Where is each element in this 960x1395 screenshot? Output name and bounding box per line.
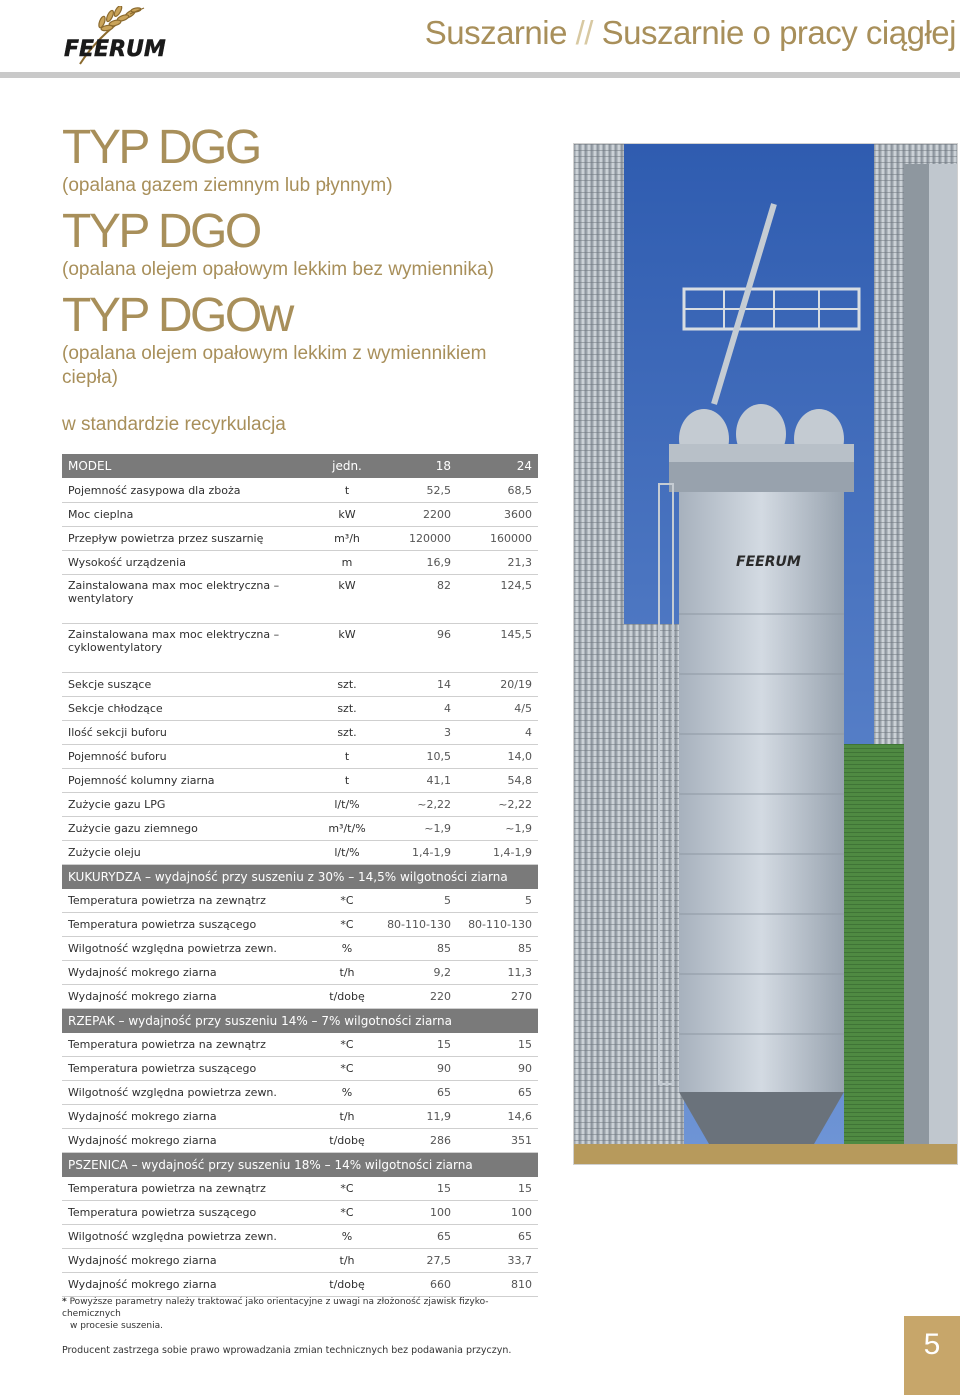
model-18-cell: 65: [375, 1081, 457, 1105]
unit-cell: t/dobę: [319, 1129, 375, 1153]
type-name: TYP DGO: [62, 205, 260, 258]
model-18-cell: 82: [375, 575, 457, 624]
model-24-cell: 33,7: [457, 1249, 538, 1273]
parameter-name-cell: Temperatura powietrza suszącego: [62, 1201, 319, 1225]
parameter-name-cell: Sekcje suszące: [62, 673, 319, 697]
model-18-cell: 15: [375, 1177, 457, 1201]
model-18-cell: 16,9: [375, 551, 457, 575]
model-24-cell: 4/5: [457, 697, 538, 721]
parameter-name-cell: Zużycie gazu LPG: [62, 793, 319, 817]
section-title: KUKURYDZA – wydajność przy suszeniu z 30% – 14,5% wilgotności ziarna: [62, 865, 538, 890]
model-18-cell: 286: [375, 1129, 457, 1153]
table-section-header: [62, 1009, 538, 1034]
unit-cell: t/h: [319, 961, 375, 985]
parameter-name-cell: Wydajność mokrego ziarna: [62, 1105, 319, 1129]
model-18-cell: 41,1: [375, 769, 457, 793]
model-18-cell: 2200: [375, 503, 457, 527]
unit-cell: *C: [319, 1057, 375, 1081]
model-18-cell: ~1,9: [375, 817, 457, 841]
unit-cell: m³/t/%: [319, 817, 375, 841]
parameter-name-cell: Wydajność mokrego ziarna: [62, 985, 319, 1009]
table-row: [62, 1201, 538, 1225]
dryer-types: [62, 122, 542, 398]
model-24-cell: 80-110-130: [457, 913, 538, 937]
parameter-name-cell: Temperatura powietrza na zewnątrz: [62, 1177, 319, 1201]
parameter-name-cell: Moc cieplna: [62, 503, 319, 527]
model-24-cell: 20/19: [457, 673, 538, 697]
page-number: 5: [923, 1328, 941, 1361]
model-24-cell: ~1,9: [457, 817, 538, 841]
table-row: [62, 841, 538, 865]
section-title: PSZENICA – wydajność przy suszeniu 18% – 14% wilgotności ziarna: [62, 1153, 538, 1178]
model-18-cell: 220: [375, 985, 457, 1009]
parameter-name-cell: Wysokość urządzenia: [62, 551, 319, 575]
table-row: [62, 817, 538, 841]
parameter-name-cell: Zużycie oleju: [62, 841, 319, 865]
model-24-cell: 14,6: [457, 1105, 538, 1129]
model-24-cell: 100: [457, 1201, 538, 1225]
parameter-name-cell: Temperatura powietrza na zewnątrz: [62, 889, 319, 913]
footnote-line2: w procesie suszenia.: [70, 1321, 163, 1331]
table-row: [62, 1225, 538, 1249]
footnote-star: *: [62, 1297, 67, 1307]
model-18-cell: 85: [375, 937, 457, 961]
unit-cell: t/dobę: [319, 985, 375, 1009]
unit-cell: *C: [319, 889, 375, 913]
page-header: [0, 0, 960, 72]
unit-cell: m: [319, 551, 375, 575]
unit-cell: l/t/%: [319, 841, 375, 865]
parameter-name-cell: Zainstalowana max moc elektryczna – wentylatory: [62, 575, 319, 624]
model-18-cell: 3: [375, 721, 457, 745]
model-18-cell: 96: [375, 624, 457, 673]
table-header-row: [62, 454, 538, 479]
table-row: [62, 721, 538, 745]
parameter-name-cell: Wydajność mokrego ziarna: [62, 1273, 319, 1297]
photo-sign-text: FEERUM: [736, 554, 801, 570]
model-18-cell: 9,2: [375, 961, 457, 985]
model-24-cell: 145,5: [457, 624, 538, 673]
model-24-cell: 11,3: [457, 961, 538, 985]
unit-cell: t: [319, 479, 375, 503]
unit-cell: szt.: [319, 721, 375, 745]
disclaimer: Producent zastrzega sobie prawo wprowadzania zmian technicznych bez podawania przyczyn.: [62, 1345, 512, 1356]
parameter-name-cell: Przepływ powietrza przez suszarnię: [62, 527, 319, 551]
model-24-cell: 90: [457, 1057, 538, 1081]
unit-cell: l/t/%: [319, 793, 375, 817]
model-18-cell: 80-110-130: [375, 913, 457, 937]
parameter-name-cell: Wilgotność względna powietrza zewn.: [62, 1225, 319, 1249]
model-24-cell: 24: [457, 454, 538, 479]
model-24-cell: 21,3: [457, 551, 538, 575]
table-row: [62, 1249, 538, 1273]
unit-cell: szt.: [319, 697, 375, 721]
unit-cell: szt.: [319, 673, 375, 697]
standard-note: w standardzie recyrkulacja: [62, 414, 286, 435]
model-24-cell: 5: [457, 889, 538, 913]
footnote-line1: Powyższe parametry należy traktować jako orientacyjne z uwagi na złożoność zjawisk fizyko-chemicznych: [62, 1297, 489, 1319]
table-row: [62, 937, 538, 961]
table-row: [62, 1105, 538, 1129]
model-18-cell: 27,5: [375, 1249, 457, 1273]
table-row: [62, 673, 538, 697]
unit-cell: jedn.: [319, 454, 375, 479]
unit-cell: *C: [319, 1177, 375, 1201]
model-24-cell: 1,4-1,9: [457, 841, 538, 865]
footnote: [62, 1296, 542, 1332]
table-row: [62, 961, 538, 985]
table-row: [62, 527, 538, 551]
model-24-cell: 65: [457, 1225, 538, 1249]
table-row: [62, 479, 538, 503]
table-row: [62, 1273, 538, 1297]
dryer-photo-illustration: [574, 144, 957, 1164]
unit-cell: kW: [319, 503, 375, 527]
model-24-cell: 15: [457, 1177, 538, 1201]
table-row: [62, 624, 538, 673]
table-row: [62, 503, 538, 527]
model-24-cell: 85: [457, 937, 538, 961]
table-row: [62, 551, 538, 575]
page-number-box: [904, 1316, 960, 1395]
parameter-name-cell: Sekcje chłodzące: [62, 697, 319, 721]
table-row: [62, 1057, 538, 1081]
type-name: TYP DGG: [62, 121, 260, 174]
model-18-cell: ~2,22: [375, 793, 457, 817]
table-row: [62, 1081, 538, 1105]
model-18-cell: 90: [375, 1057, 457, 1081]
feerum-logo: [60, 6, 185, 68]
table-row: [62, 793, 538, 817]
table-row: [62, 1177, 538, 1201]
model-18-cell: 100: [375, 1201, 457, 1225]
parameter-name-cell: Temperatura powietrza suszącego: [62, 1057, 319, 1081]
unit-cell: t: [319, 769, 375, 793]
table-row: [62, 913, 538, 937]
unit-cell: *C: [319, 1201, 375, 1225]
unit-cell: kW: [319, 624, 375, 673]
parameter-name-cell: Wilgotność względna powietrza zewn.: [62, 937, 319, 961]
table-row: [62, 769, 538, 793]
model-24-cell: ~2,22: [457, 793, 538, 817]
model-24-cell: 15: [457, 1033, 538, 1057]
table-row: [62, 575, 538, 624]
model-24-cell: 54,8: [457, 769, 538, 793]
model-24-cell: 65: [457, 1081, 538, 1105]
header-title-part1: Suszarnie: [424, 14, 576, 51]
model-18-cell: 52,5: [375, 479, 457, 503]
table-section-header: [62, 1153, 538, 1178]
parameter-name-cell: Temperatura powietrza suszącego: [62, 913, 319, 937]
table-row: [62, 889, 538, 913]
model-18-cell: 11,9: [375, 1105, 457, 1129]
table-row: [62, 697, 538, 721]
model-24-cell: 4: [457, 721, 538, 745]
model-18-cell: 660: [375, 1273, 457, 1297]
type-description: (opalana olejem opałowym lekkim z wymiennikiem ciepła): [62, 343, 487, 388]
model-18-cell: 1,4-1,9: [375, 841, 457, 865]
dryer-photo: [573, 143, 958, 1165]
model-18-cell: 120000: [375, 527, 457, 551]
table-row: [62, 1129, 538, 1153]
parameter-name-cell: Ilość sekcji buforu: [62, 721, 319, 745]
unit-cell: *C: [319, 913, 375, 937]
parameter-name-cell: MODEL: [62, 454, 319, 479]
section-title: RZEPAK – wydajność przy suszeniu 14% – 7% wilgotności ziarna: [62, 1009, 538, 1034]
unit-cell: t/h: [319, 1105, 375, 1129]
model-24-cell: 160000: [457, 527, 538, 551]
parameter-name-cell: Pojemność zasypowa dla zboża: [62, 479, 319, 503]
unit-cell: %: [319, 1081, 375, 1105]
table-section-header: [62, 865, 538, 890]
model-24-cell: 270: [457, 985, 538, 1009]
model-18-cell: 18: [375, 454, 457, 479]
unit-cell: %: [319, 1225, 375, 1249]
unit-cell: %: [319, 937, 375, 961]
model-24-cell: 810: [457, 1273, 538, 1297]
model-18-cell: 14: [375, 673, 457, 697]
parameter-name-cell: Pojemność kolumny ziarna: [62, 769, 319, 793]
model-18-cell: 4: [375, 697, 457, 721]
logo-text: FEERUM: [64, 37, 166, 62]
model-24-cell: 68,5: [457, 479, 538, 503]
header-title: [425, 14, 956, 52]
table-row: [62, 745, 538, 769]
unit-cell: t: [319, 745, 375, 769]
table-row: [62, 1033, 538, 1057]
type-name: TYP DGOw: [62, 289, 292, 342]
model-24-cell: 14,0: [457, 745, 538, 769]
parameter-name-cell: Zainstalowana max moc elektryczna – cyklowentylatory: [62, 624, 319, 673]
unit-cell: m³/h: [319, 527, 375, 551]
parameter-name-cell: Zużycie gazu ziemnego: [62, 817, 319, 841]
parameter-name-cell: Pojemność buforu: [62, 745, 319, 769]
unit-cell: *C: [319, 1033, 375, 1057]
model-18-cell: 10,5: [375, 745, 457, 769]
model-18-cell: 15: [375, 1033, 457, 1057]
parameter-name-cell: Wilgotność względna powietrza zewn.: [62, 1081, 319, 1105]
model-24-cell: 3600: [457, 503, 538, 527]
unit-cell: t/dobę: [319, 1273, 375, 1297]
unit-cell: kW: [319, 575, 375, 624]
parameter-name-cell: Wydajność mokrego ziarna: [62, 961, 319, 985]
unit-cell: t/h: [319, 1249, 375, 1273]
header-rule: [0, 72, 960, 78]
model-24-cell: 351: [457, 1129, 538, 1153]
table-row: [62, 985, 538, 1009]
header-title-separator: //: [575, 14, 593, 51]
parameter-name-cell: Wydajność mokrego ziarna: [62, 1129, 319, 1153]
spec-table: [62, 454, 538, 1297]
type-description: (opalana gazem ziemnym lub płynnym): [62, 175, 393, 196]
parameter-name-cell: Temperatura powietrza na zewnątrz: [62, 1033, 319, 1057]
model-18-cell: 65: [375, 1225, 457, 1249]
model-18-cell: 5: [375, 889, 457, 913]
model-24-cell: 124,5: [457, 575, 538, 624]
type-description: (opalana olejem opałowym lekkim bez wymiennika): [62, 259, 494, 280]
header-title-part2: Suszarnie o pracy ciągłej: [592, 14, 956, 51]
parameter-name-cell: Wydajność mokrego ziarna: [62, 1249, 319, 1273]
